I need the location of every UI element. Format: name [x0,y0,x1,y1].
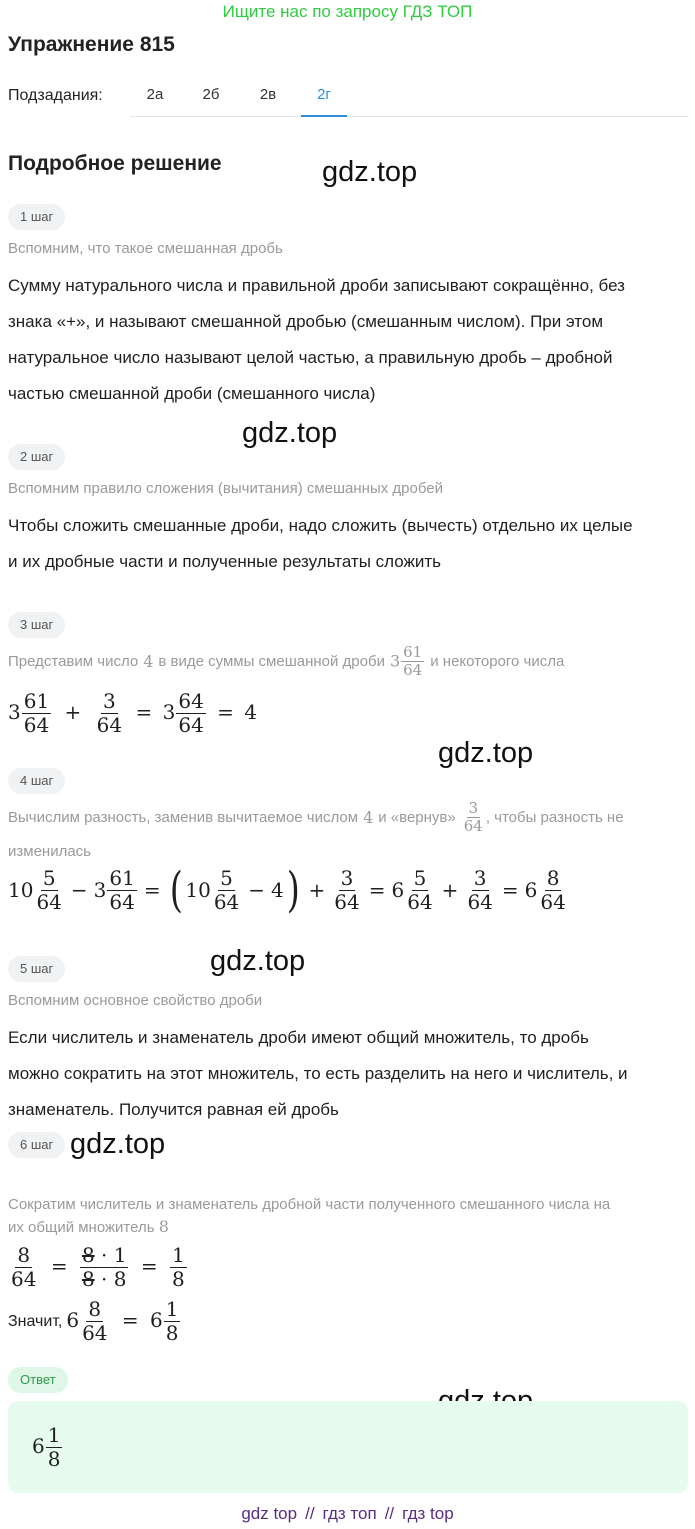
mixed-number: 3 $\frac{61}{64}$ [389,643,423,680]
search-banner[interactable]: Ищите нас по запросу ГДЗ ТОП [222,2,473,21]
text-line: Если числитель и знаменатель дроби имеют общий множитель, то дробь [8,1028,589,1047]
step-badge: 4 шаг [8,768,65,794]
step-hint: Вспомним, что такое смешанная дробь [8,240,283,257]
tab-2a[interactable]: 2а [146,86,164,103]
step-hint: Вычислим разность, заменив вычитаемое числом 4 и «вернув» 3 64 , чтобы разность не [8,799,624,836]
footer-link[interactable]: gdz top [241,1504,298,1523]
text-line: и их дробные части и полученные результаты сложить [8,552,442,571]
step-text [8,508,688,580]
step-text [8,268,688,412]
fraction: 3 64 [463,799,483,836]
step-hint: Сократим числитель и знаменатель дробной части полученного смешанного числа на [8,1196,611,1213]
step-hint: Вспомним правило сложения (вычитания) смешанных дробей [8,480,443,497]
equation: 10 5 64 − 3 $\frac{61}{64}$ = ( 10 5 64 − 4 ) + $\frac{3}{64}$ = 6 5 64 + $\frac{3}{64}$ = 6 8 64 [8,862,566,918]
subtasks-label: Подзадания: [8,87,103,104]
watermark-text: gdz.top [210,945,306,977]
watermark-text: gdz.top [322,156,418,188]
solution-heading: Подробное решение [8,152,222,175]
conclusion: Значит, 6 $\frac{8}{64}$ = 6 $\frac{1}{8}$ [8,1297,179,1345]
step-badge: 2 шаг [8,444,65,470]
watermark-text: gdz.top [70,1128,166,1160]
answer-badge: Ответ [8,1367,68,1393]
watermark-text: gdz.top [242,417,338,449]
text-line: частью смешанной дроби (смешанного числа) [8,384,376,403]
step-badge: 6 шаг [8,1132,65,1158]
text-line: Чтобы сложить смешанные дроби, надо сложить (вычесть) отдельно их целые [8,516,633,535]
text-line: натуральное число называют целой частью, а правильную дробь – дробной [8,348,613,367]
step-badge: 3 шаг [8,612,65,638]
answer-box [8,1401,688,1493]
step-text [8,1020,688,1128]
text-line: Сумму натурального числа и правильной дроби записывают сокращённо, без [8,276,625,295]
footer-links: gdz top // гдз топ // гдз top [241,1504,454,1523]
tab-2b[interactable]: 2б [202,86,220,103]
equation: $\frac{8}{64}$ = $\frac{8 \cdot 1}{8 \cdot 8}$ = $\frac{1}{8}$ [11,1243,185,1291]
tab-2g[interactable]: 2г [301,86,347,117]
tab-2v[interactable]: 2в [259,86,277,103]
step-badge: 5 шаг [8,956,65,982]
watermark-text: gdz.top [438,737,534,769]
text-line: знаменатель. Получится равная ей дробь [8,1100,339,1119]
step-badge: 1 шаг [8,204,65,230]
text-line: можно сократить на этот множитель, то есть разделить на него и числитель, и [8,1064,628,1083]
step-hint: изменилась [8,843,91,860]
step-hint: Представим число 4 в виде суммы смешанной дроби 3 $\frac{61}{64}$ и некоторого числа [8,643,565,680]
step-hint: Вспомним основное свойство дроби [8,992,263,1009]
equation: 3 $\frac{61}{64}$ + $\frac{3}{64}$ = 3 $\frac{64}{64}$ = 4 [8,689,258,737]
subtask-tabs [130,78,688,117]
answer-value: 6 $\frac{1}{8}$ [32,1423,61,1471]
footer-link[interactable]: гдз топ [322,1504,377,1523]
page-title: Упражнение 815 [8,33,175,56]
step-hint: их общий множитель 8 [8,1217,169,1236]
text-line: знака «+», и называют смешанной дробью (смешанным числом). При этом [8,312,603,331]
footer-link[interactable]: гдз top [402,1504,454,1523]
